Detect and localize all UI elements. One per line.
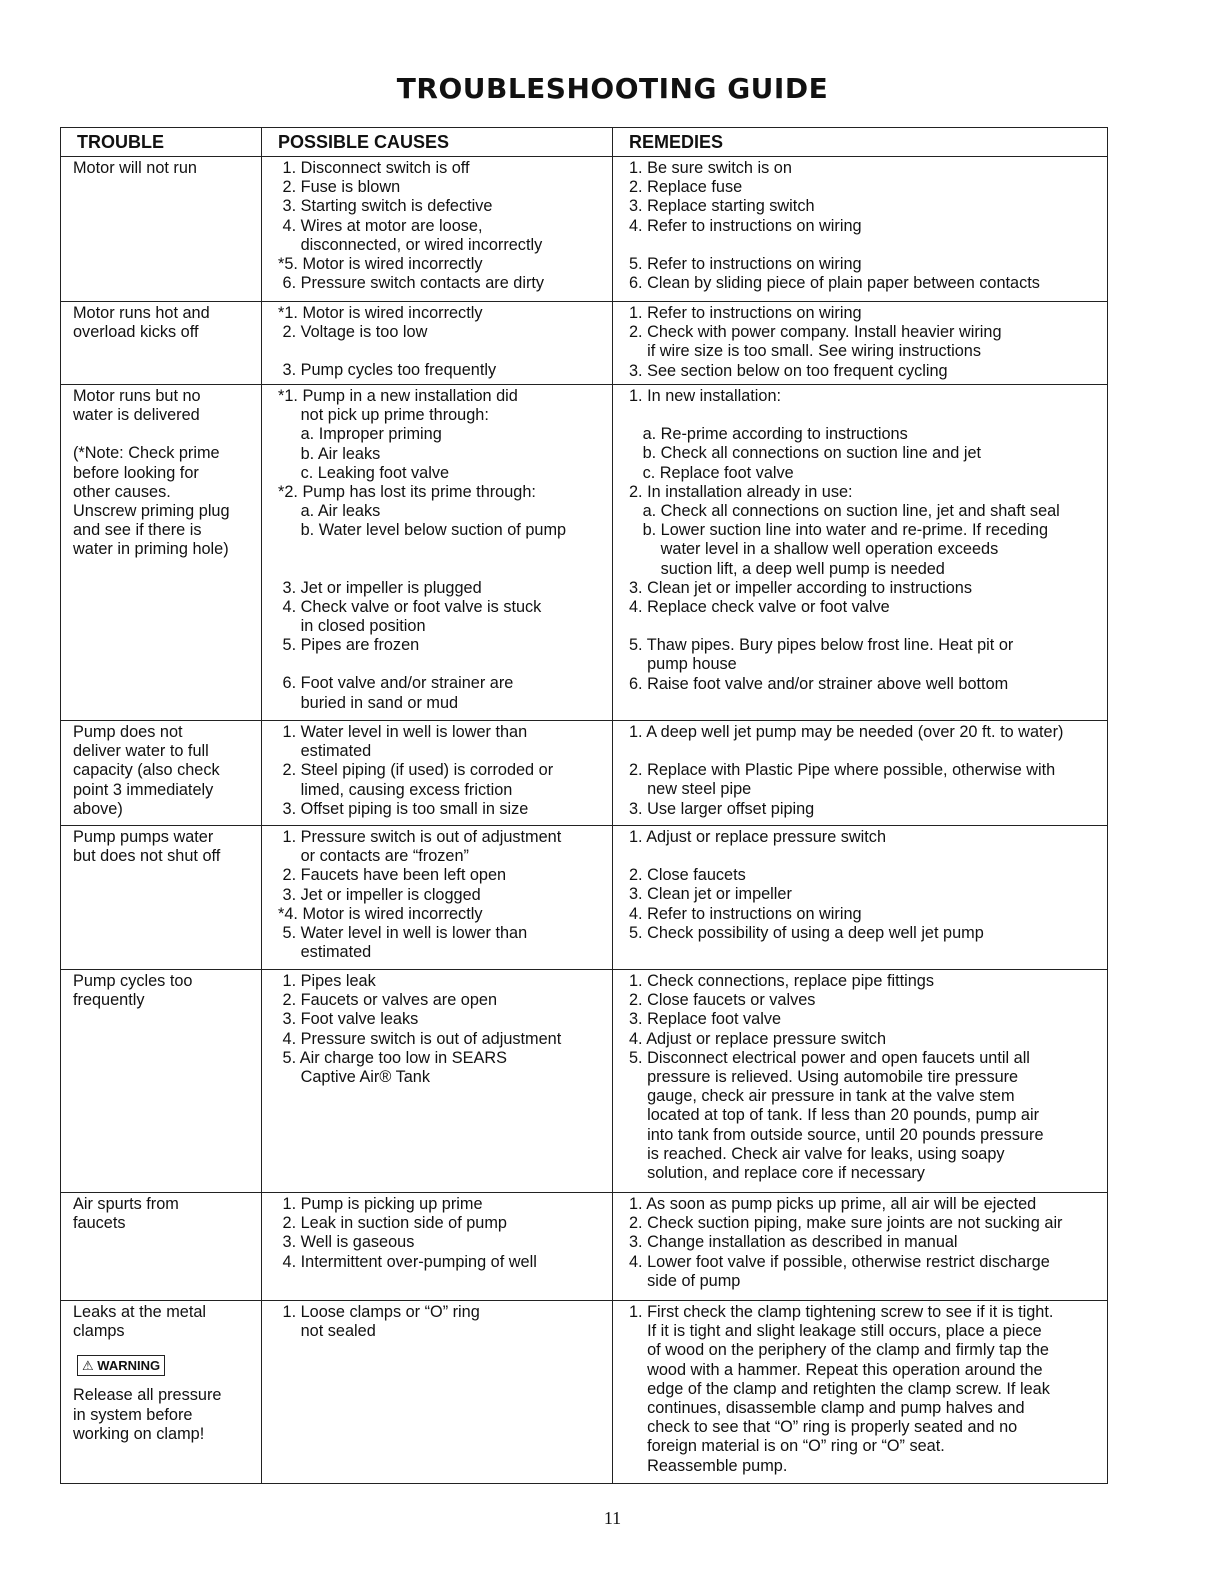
causes-cell-line (278, 342, 604, 361)
causes-cell-line: disconnected, or wired incorrectly (278, 235, 543, 254)
causes-cell-line: *5. Motor is wired incorrectly (278, 255, 483, 274)
causes-cell-line: 3. Jet or impeller is plugged (278, 578, 482, 597)
remedies-cell (613, 302, 1108, 385)
trouble-cell-line: before looking for (73, 463, 199, 482)
remedies-cell-line: water level in a shallow well operation exceeds (629, 540, 999, 559)
remedies-cell-line: 2. Replace fuse (629, 178, 743, 197)
trouble-cell-line: but does not shut off (73, 847, 221, 866)
causes-cell-line: not sealed (278, 1322, 376, 1341)
causes-cell-line (278, 655, 604, 674)
causes-cell-line: b. Water level below suction of pump (278, 521, 567, 540)
causes-cell-line: 1. Water level in well is lower than (278, 723, 528, 741)
causes-cell-line: estimated (278, 742, 372, 761)
remedies-cell-line: 4. Replace check valve or foot valve (629, 598, 890, 617)
causes-cell-line: *1. Pump in a new installation did (278, 387, 518, 405)
remedies-cell-line: a. Re-prime according to instructions (629, 425, 908, 444)
remedies-cell-line: 3. Replace starting switch (629, 197, 815, 216)
remedies-cell-line: 1. Check connections, replace pipe fittings (629, 972, 934, 990)
remedies-cell (613, 826, 1108, 970)
causes-cell-line: 5. Pipes are frozen (278, 636, 420, 655)
causes-cell-line: 3. Jet or impeller is clogged (278, 885, 481, 904)
causes-cell-line: 2. Steel piping (if used) is corroded or (278, 761, 554, 780)
remedies-cell-line: check to see that “O” ring is properly seated and no (629, 1418, 1018, 1437)
trouble-cell-line: Pump cycles too (73, 972, 193, 990)
trouble-cell (61, 721, 262, 826)
remedies-cell-line: 1. Refer to instructions on wiring (629, 304, 862, 322)
remedies-cell (613, 721, 1108, 826)
remedies-cell-line: edge of the clamp and retighten the clamp screw. If leak (629, 1379, 1050, 1398)
remedies-cell-line: 3. See section below on too frequent cycling (629, 361, 948, 380)
table-row (61, 157, 1108, 302)
table-header-row (61, 128, 1108, 157)
remedies-cell-line: a. Check all connections on suction line, jet and shaft seal (629, 502, 1060, 521)
causes-cell-line: 6. Foot valve and/or strainer are (278, 674, 514, 693)
remedies-cell-line: 4. Lower foot valve if possible, otherwise restrict discharge (629, 1252, 1050, 1271)
trouble-cell-line: point 3 immediately (73, 780, 214, 799)
remedies-cell-line: new steel pipe (629, 780, 752, 799)
table-row (61, 1193, 1108, 1301)
causes-cell-line: 2. Faucets have been left open (278, 866, 507, 885)
causes-cell-line: 1. Disconnect switch is off (278, 159, 470, 177)
causes-cell-line: Captive Air® Tank (278, 1068, 430, 1087)
trouble-cell-line: water in priming hole) (73, 540, 229, 559)
remedies-cell-line: 5. Check possibility of using a deep well jet pump (629, 923, 984, 942)
remedies-cell-line: 4. Refer to instructions on wiring (629, 904, 862, 923)
remedies-cell-line: of wood on the periphery of the clamp and firmly tap the (629, 1341, 1049, 1360)
causes-cell-line: 4. Pressure switch is out of adjustment (278, 1029, 562, 1048)
remedies-cell (613, 1193, 1108, 1301)
causes-cell-line: a. Air leaks (278, 502, 381, 521)
remedies-cell-line: Reassemble pump. (629, 1456, 788, 1475)
causes-cell-line: 2. Leak in suction side of pump (278, 1214, 507, 1233)
causes-cell-line (278, 560, 604, 579)
trouble-cell-line: Motor will not run (73, 159, 197, 177)
warning-badge (77, 1355, 165, 1376)
trouble-cell-line: deliver water to full (73, 742, 209, 761)
remedies-cell-line: 6. Raise foot valve and/or strainer above well bottom (629, 674, 1009, 693)
trouble-cell (61, 1301, 262, 1484)
trouble-cell-line: Motor runs but no (73, 387, 201, 405)
remedies-cell-line: 2. Check suction piping, make sure joints are not sucking air (629, 1214, 1063, 1233)
causes-cell (262, 1193, 613, 1301)
remedies-cell-line: 2. Check with power company. Install heavier wiring (629, 323, 1002, 342)
remedies-cell-line: b. Check all connections on suction line and jet (629, 444, 982, 463)
remedies-cell-line: 1. In new installation: (629, 387, 782, 405)
remedies-cell-line: c. Replace foot valve (629, 463, 794, 482)
trouble-cell (61, 826, 262, 970)
causes-cell-line: 3. Pump cycles too frequently (278, 361, 497, 380)
remedies-cell-line: 1. Be sure switch is on (629, 159, 792, 177)
remedies-cell-line: 2. Replace with Plastic Pipe where possible, otherwise with (629, 761, 1056, 780)
causes-cell-line (278, 541, 604, 560)
causes-cell (262, 721, 613, 826)
trouble-cell-line: water is delivered (73, 406, 200, 425)
remedies-cell (613, 385, 1108, 721)
trouble-cell-line (73, 425, 253, 444)
remedies-cell-line: pressure is relieved. Using automobile tire pressure (629, 1068, 1019, 1087)
causes-cell-line: 2. Fuse is blown (278, 178, 401, 197)
trouble-cell (61, 157, 262, 302)
remedies-cell-line: 5. Thaw pipes. Bury pipes below frost line. Heat pit or (629, 636, 1014, 655)
remedies-cell-line: 5. Disconnect electrical power and open faucets until all (629, 1048, 1030, 1067)
causes-cell-line: 3. Foot valve leaks (278, 1010, 419, 1029)
causes-cell-line: 1. Pressure switch is out of adjustment (278, 828, 562, 846)
remedies-cell-line: if wire size is too small. See wiring instructions (629, 342, 981, 361)
warning-text-line: in system before (73, 1405, 193, 1424)
remedies-cell-line (629, 742, 1099, 761)
remedies-cell-line: 3. Use larger offset piping (629, 799, 815, 818)
remedies-cell-line: 1. Adjust or replace pressure switch (629, 828, 887, 846)
trouble-cell-line: and see if there is (73, 521, 202, 540)
table-row (61, 302, 1108, 385)
causes-cell-line: or contacts are “frozen” (278, 847, 469, 866)
remedies-cell-line: gauge, check air pressure in tank at the valve stem (629, 1087, 1015, 1106)
table-body (61, 157, 1108, 1484)
trouble-cell-line: Leaks at the metal (73, 1303, 207, 1321)
causes-cell-line: *4. Motor is wired incorrectly (278, 904, 483, 923)
causes-cell (262, 302, 613, 385)
causes-cell-line: 4. Intermittent over-pumping of well (278, 1252, 537, 1271)
table-row (61, 826, 1108, 970)
causes-cell-line: buried in sand or mud (278, 693, 459, 712)
trouble-cell-line: Pump pumps water (73, 828, 214, 846)
causes-cell-line: 2. Faucets or valves are open (278, 991, 498, 1010)
remedies-cell-line: foreign material is on “O” ring or “O” seat. (629, 1437, 945, 1456)
trouble-cell-line: Motor runs hot and (73, 304, 210, 322)
causes-cell-line: 1. Loose clamps or “O” ring (278, 1303, 480, 1321)
causes-cell-line: c. Leaking foot valve (278, 463, 450, 482)
causes-cell-line: limed, causing excess friction (278, 780, 513, 799)
remedies-cell (613, 1301, 1108, 1484)
remedies-cell-line: solution, and replace core if necessary (629, 1164, 925, 1183)
remedies-cell-line: b. Lower suction line into water and re-prime. If receding (629, 521, 1048, 540)
causes-cell-line: 3. Starting switch is defective (278, 197, 493, 216)
causes-cell-line: 6. Pressure switch contacts are dirty (278, 274, 545, 293)
causes-cell-line: not pick up prime through: (278, 406, 489, 425)
remedies-cell-line: side of pump (629, 1271, 741, 1290)
remedies-cell-line (629, 617, 1099, 636)
causes-cell (262, 385, 613, 721)
causes-cell-line: 5. Air charge too low in SEARS (278, 1048, 507, 1067)
causes-cell-line: 1. Pump is picking up prime (278, 1195, 483, 1213)
remedies-cell-line (629, 236, 1099, 255)
remedies-cell-line: 3. Clean jet or impeller according to instructions (629, 578, 972, 597)
troubleshooting-table (60, 127, 1108, 1484)
trouble-cell (61, 302, 262, 385)
trouble-cell-line: other causes. (73, 482, 171, 501)
causes-cell-line: *2. Pump has lost its prime through: (278, 483, 536, 502)
remedies-cell-line: 1. A deep well jet pump may be needed (over 20 ft. to water) (629, 723, 1064, 741)
trouble-cell (61, 1193, 262, 1301)
remedies-cell-line: located at top of tank. If less than 20 pounds, pump air (629, 1106, 1039, 1125)
trouble-cell-line: Unscrew priming plug (73, 502, 230, 521)
causes-cell (262, 1301, 613, 1484)
remedies-cell-line: 3. Clean jet or impeller (629, 885, 792, 904)
header-remedies: REMEDIES (613, 128, 1108, 157)
remedies-cell-line: wood with a hammer. Repeat this operation around the (629, 1360, 1043, 1379)
causes-cell (262, 970, 613, 1193)
remedies-cell-line: into tank from outside source, until 20 pounds pressure (629, 1125, 1044, 1144)
header-trouble: TROUBLE (61, 128, 262, 157)
trouble-cell-line: Pump does not (73, 723, 183, 741)
table-row (61, 385, 1108, 721)
remedies-cell-line: continues, disassemble clamp and pump halves and (629, 1399, 1025, 1418)
remedies-cell (613, 970, 1108, 1193)
warning-label: WARNING (97, 1358, 161, 1374)
causes-cell-line: 4. Wires at motor are loose, (278, 216, 483, 235)
remedies-cell-line: 1. First check the clamp tightening screw to see if it is tight. (629, 1303, 1054, 1321)
remedies-cell-line: 3. Change installation as described in manual (629, 1233, 958, 1252)
remedies-cell-line (629, 847, 1099, 866)
causes-cell (262, 826, 613, 970)
warning-text-line: Release all pressure (73, 1386, 222, 1405)
page-number: 11 (603, 1508, 622, 1528)
remedies-cell-line: 4. Refer to instructions on wiring (629, 216, 862, 235)
causes-cell-line: *1. Motor is wired incorrectly (278, 304, 483, 322)
table-row (61, 970, 1108, 1193)
remedies-cell (613, 157, 1108, 302)
trouble-cell-line: capacity (also check (73, 761, 220, 780)
remedies-cell-line: 1. As soon as pump picks up prime, all air will be ejected (629, 1195, 1037, 1213)
trouble-cell-line: clamps (73, 1322, 125, 1341)
trouble-cell-line: frequently (73, 991, 145, 1010)
warning-text-line: working on clamp! (73, 1424, 205, 1443)
causes-cell-line: 4. Check valve or foot valve is stuck (278, 597, 542, 616)
causes-cell (262, 157, 613, 302)
causes-cell-line: a. Improper priming (278, 425, 442, 444)
causes-cell-line: in closed position (278, 617, 426, 636)
trouble-cell-line: faucets (73, 1214, 126, 1233)
causes-cell-line: 3. Well is gaseous (278, 1233, 415, 1252)
remedies-cell-line: If it is tight and slight leakage still occurs, place a piece (629, 1322, 1042, 1341)
page-title: TROUBLESHOOTING GUIDE (396, 72, 829, 105)
remedies-cell-line (629, 406, 1099, 425)
causes-cell-line: 5. Water level in well is lower than (278, 924, 528, 943)
remedies-cell-line: 4. Adjust or replace pressure switch (629, 1029, 887, 1048)
table-row (61, 721, 1108, 826)
causes-cell-line: 1. Pipes leak (278, 972, 376, 990)
remedies-cell-line: 2. Close faucets (629, 866, 746, 885)
remedies-cell-line: 2. Close faucets or valves (629, 991, 816, 1010)
causes-cell-line: estimated (278, 943, 372, 962)
causes-cell-line: 3. Offset piping is too small in size (278, 799, 529, 818)
trouble-cell-line: Air spurts from (73, 1195, 179, 1213)
trouble-cell (61, 385, 262, 721)
warning-icon: ⚠ (82, 1358, 98, 1374)
header-possible-causes: POSSIBLE CAUSES (262, 128, 613, 157)
causes-cell-line: 2. Voltage is too low (278, 323, 428, 342)
remedies-cell-line: 2. In installation already in use: (629, 482, 853, 501)
trouble-cell-line: (*Note: Check prime (73, 444, 220, 463)
remedies-cell-line: pump house (629, 655, 737, 674)
remedies-cell-line: suction lift, a deep well pump is needed (629, 559, 945, 578)
remedies-cell-line: 5. Refer to instructions on wiring (629, 254, 862, 273)
remedies-cell-line: 6. Clean by sliding piece of plain paper between contacts (629, 274, 1040, 293)
remedies-cell-line: 3. Replace foot valve (629, 1010, 782, 1029)
trouble-cell-line: overload kicks off (73, 323, 199, 342)
trouble-cell-line: above) (73, 799, 123, 818)
table-row (61, 1301, 1108, 1484)
remedies-cell-line: is reached. Check air valve for leaks, using soapy (629, 1144, 1005, 1163)
trouble-cell (61, 970, 262, 1193)
causes-cell-line: b. Air leaks (278, 444, 381, 463)
